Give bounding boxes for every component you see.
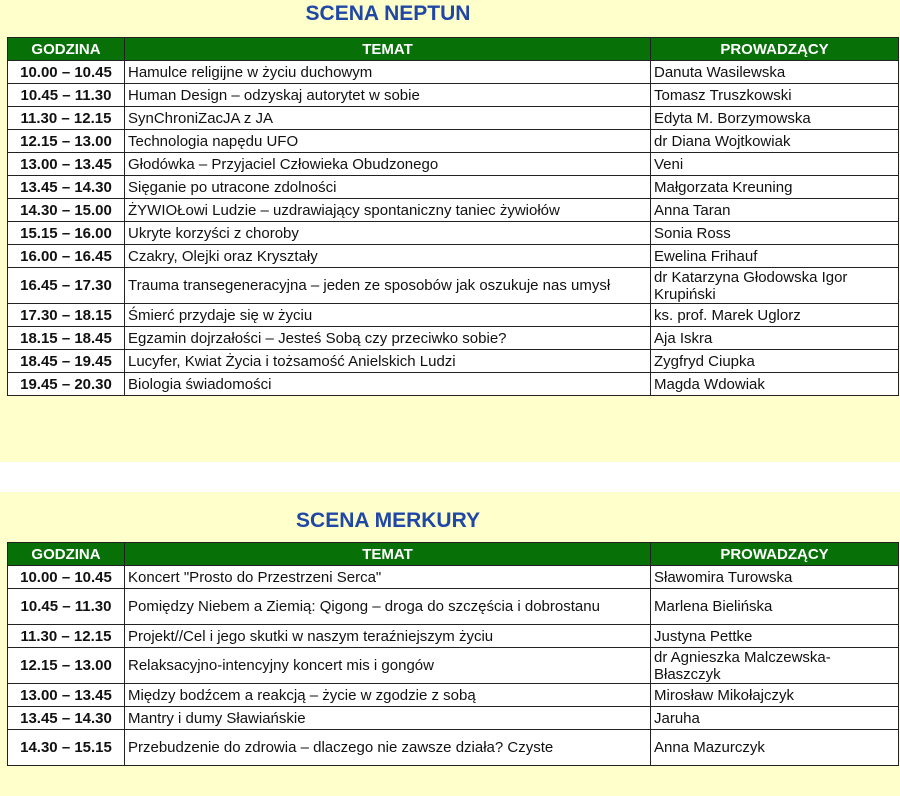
table-header-row — [8, 38, 899, 61]
topic-cell: Czakry, Olejki oraz Kryształy — [125, 245, 651, 268]
topic-cell: Egzamin dojrzałości – Jesteś Sobą czy przeciwko sobie? — [125, 327, 651, 350]
topic-cell: Human Design – odzyskaj autorytet w sobie — [125, 84, 651, 107]
time-cell: 13.00 – 13.45 — [8, 153, 125, 176]
scene-merkury-section — [0, 492, 900, 796]
host-cell: Mirosław Mikołajczyk — [651, 684, 899, 707]
topic-cell: Głodówka – Przyjaciel Człowieka Obudzonego — [125, 153, 651, 176]
table-row — [8, 589, 899, 625]
host-cell: dr Diana Wojtkowiak — [651, 130, 899, 153]
scene-neptun-title: SCENA NEPTUN — [305, 2, 471, 25]
host-cell: Zygfryd Ciupka — [651, 350, 899, 373]
topic-cell: Technologia napędu UFO — [125, 130, 651, 153]
topic-cell: SynChroniZacJA z JA — [125, 107, 651, 130]
topic-cell: Biologia świadomości — [125, 373, 651, 396]
section-separator — [0, 462, 900, 492]
column-header-host: PROWADZĄCY — [651, 543, 899, 566]
host-cell: Tomasz Truszkowski — [651, 84, 899, 107]
host-cell: Anna Taran — [651, 199, 899, 222]
table-row — [8, 199, 899, 222]
topic-cell: Śmierć przydaje się w życiu — [125, 304, 651, 327]
host-cell: Anna Mazurczyk — [651, 730, 899, 766]
host-cell: Justyna Pettke — [651, 625, 899, 648]
host-cell: Edyta M. Borzymowska — [651, 107, 899, 130]
time-cell: 10.00 – 10.45 — [8, 61, 125, 84]
table-header-row — [8, 543, 899, 566]
column-header-time: GODZINA — [8, 543, 125, 566]
time-cell: 17.30 – 18.15 — [8, 304, 125, 327]
topic-cell: Przebudzenie do zdrowia – dlaczego nie zawsze działa? Czyste — [125, 730, 651, 766]
column-header-time: GODZINA — [8, 38, 125, 61]
table-row — [8, 625, 899, 648]
host-cell: Małgorzata Kreuning — [651, 176, 899, 199]
time-cell: 13.00 – 13.45 — [8, 684, 125, 707]
topic-cell: Lucyfer, Kwiat Życia i tożsamość Anielskich Ludzi — [125, 350, 651, 373]
time-cell: 18.45 – 19.45 — [8, 350, 125, 373]
column-header-host: PROWADZĄCY — [651, 38, 899, 61]
table-row — [8, 648, 899, 684]
table-row — [8, 176, 899, 199]
table-row — [8, 327, 899, 350]
time-cell: 19.45 – 20.30 — [8, 373, 125, 396]
table-row — [8, 304, 899, 327]
table-row — [8, 107, 899, 130]
time-cell: 16.45 – 17.30 — [8, 268, 125, 304]
host-cell: Magda Wdowiak — [651, 373, 899, 396]
host-cell: dr Katarzyna Głodowska Igor Krupiński — [651, 268, 899, 304]
host-cell: Ewelina Frihauf — [651, 245, 899, 268]
time-cell: 18.15 – 18.45 — [8, 327, 125, 350]
table-row — [8, 130, 899, 153]
host-cell: Aja Iskra — [651, 327, 899, 350]
host-cell: Veni — [651, 153, 899, 176]
host-cell: Danuta Wasilewska — [651, 61, 899, 84]
host-cell: dr Agnieszka Malczewska-Błaszczyk — [651, 648, 899, 684]
topic-cell: Mantry i dumy Sławiańskie — [125, 707, 651, 730]
scene-merkury-table — [7, 542, 899, 766]
topic-cell: Trauma transegeneracyjna – jeden ze sposobów jak oszukuje nas umysł — [125, 268, 651, 304]
host-cell: Marlena Bielińska — [651, 589, 899, 625]
time-cell: 13.45 – 14.30 — [8, 176, 125, 199]
time-cell: 10.45 – 11.30 — [8, 84, 125, 107]
topic-cell: Ukryte korzyści z choroby — [125, 222, 651, 245]
topic-cell: Pomiędzy Niebem a Ziemią: Qigong – droga do szczęścia i dobrostanu — [125, 589, 651, 625]
time-cell: 12.15 – 13.00 — [8, 648, 125, 684]
time-cell: 11.30 – 12.15 — [8, 625, 125, 648]
scene-merkury-rows — [8, 566, 899, 766]
scene-merkury-title: SCENA MERKURY — [296, 509, 480, 532]
host-cell: ks. prof. Marek Uglorz — [651, 304, 899, 327]
time-cell: 14.30 – 15.15 — [8, 730, 125, 766]
host-cell: Jaruha — [651, 707, 899, 730]
host-cell: Sławomira Turowska — [651, 566, 899, 589]
topic-cell: Sięganie po utracone zdolności — [125, 176, 651, 199]
scene-neptun-table — [7, 37, 899, 396]
table-row — [8, 245, 899, 268]
topic-cell: Projekt//Cel i jego skutki w naszym teraźniejszym życiu — [125, 625, 651, 648]
time-cell: 10.00 – 10.45 — [8, 566, 125, 589]
table-row — [8, 153, 899, 176]
column-header-topic: TEMAT — [125, 38, 651, 61]
time-cell: 11.30 – 12.15 — [8, 107, 125, 130]
topic-cell: Relaksacyjno-intencyjny koncert mis i gongów — [125, 648, 651, 684]
time-cell: 15.15 – 16.00 — [8, 222, 125, 245]
table-row — [8, 566, 899, 589]
topic-cell: Między bodźcem a reakcją – życie w zgodzie z sobą — [125, 684, 651, 707]
scene-neptun-rows — [8, 61, 899, 396]
time-cell: 12.15 – 13.00 — [8, 130, 125, 153]
table-row — [8, 61, 899, 84]
topic-cell: Koncert "Prosto do Przestrzeni Serca" — [125, 566, 651, 589]
topic-cell: Hamulce religijne w życiu duchowym — [125, 61, 651, 84]
table-row — [8, 373, 899, 396]
time-cell: 14.30 – 15.00 — [8, 199, 125, 222]
table-row — [8, 350, 899, 373]
time-cell: 16.00 – 16.45 — [8, 245, 125, 268]
table-row — [8, 707, 899, 730]
topic-cell: ŻYWIOŁowi Ludzie – uzdrawiający spontaniczny taniec żywiołów — [125, 199, 651, 222]
table-row — [8, 268, 899, 304]
host-cell: Sonia Ross — [651, 222, 899, 245]
time-cell: 10.45 – 11.30 — [8, 589, 125, 625]
table-row — [8, 730, 899, 766]
table-row — [8, 684, 899, 707]
time-cell: 13.45 – 14.30 — [8, 707, 125, 730]
table-row — [8, 222, 899, 245]
table-row — [8, 84, 899, 107]
column-header-topic: TEMAT — [125, 543, 651, 566]
